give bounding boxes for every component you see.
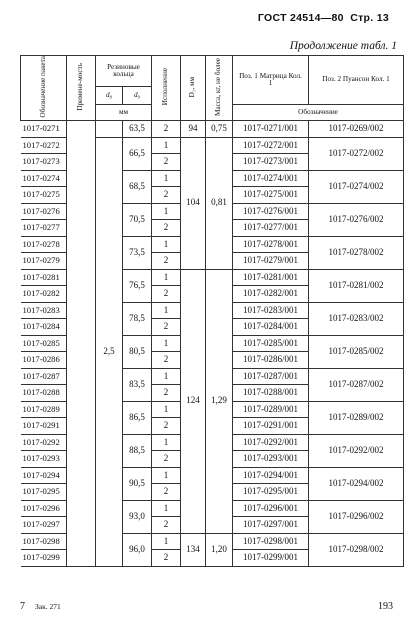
cell-designation: 1017-0271 <box>21 121 67 138</box>
cell-d1: 134 <box>181 533 206 566</box>
cell-designation: 1017-0282 <box>21 286 67 303</box>
cell-execution: 1 <box>152 170 181 187</box>
col-mass: Масса, кг, не более <box>206 56 233 121</box>
page-header <box>258 12 389 24</box>
cell-pos1: 1017-0291/001 <box>233 418 309 435</box>
cell-pos2: 1017-0294/002 <box>309 467 404 500</box>
cell-pos2: 1017-0292/002 <box>309 434 404 467</box>
cell-d9: 90,5 <box>123 467 152 500</box>
col-d1: D₁, мм <box>181 56 206 121</box>
cell-execution: 2 <box>152 418 181 435</box>
cell-d9: 83,5 <box>123 368 152 401</box>
cell-d9: 86,5 <box>123 401 152 434</box>
cell-execution: 1 <box>152 467 181 484</box>
cell-pos2: 1017-0283/002 <box>309 302 404 335</box>
cell-pos2: 1017-0269/002 <box>309 121 404 138</box>
cell-d9: 76,5 <box>123 269 152 302</box>
cell-execution: 1 <box>152 401 181 418</box>
col-designation: Обозначение пакета <box>21 56 67 121</box>
cell-designation: 1017-0273 <box>21 154 67 171</box>
col-mm: мм <box>96 105 152 121</box>
table-continuation: Продолжение табл. 1 <box>289 40 397 52</box>
cell-applicability <box>67 121 96 567</box>
cell-pos2: 1017-0289/002 <box>309 401 404 434</box>
cell-pos2: 1017-0296/002 <box>309 500 404 533</box>
cell-execution: 1 <box>152 434 181 451</box>
cell-execution: 1 <box>152 533 181 550</box>
cell-designation: 1017-0276 <box>21 203 67 220</box>
cell-d1: 124 <box>181 269 206 533</box>
cell-pos2: 1017-0287/002 <box>309 368 404 401</box>
cell-execution: 1 <box>152 368 181 385</box>
cell-execution: 2 <box>152 484 181 501</box>
col-rings: Резиновые кольца <box>96 56 152 87</box>
cell-mass: 0,75 <box>206 121 233 138</box>
cell-designation: 1017-0277 <box>21 220 67 237</box>
cell-execution: 1 <box>152 203 181 220</box>
cell-execution: 2 <box>152 187 181 204</box>
cell-pos2: 1017-0278/002 <box>309 236 404 269</box>
cell-execution: 2 <box>152 352 181 369</box>
cell-pos1: 1017-0274/001 <box>233 170 309 187</box>
cell-execution: 1 <box>152 236 181 253</box>
cell-designation: 1017-0284 <box>21 319 67 336</box>
cell-execution: 2 <box>152 121 181 138</box>
cell-execution: 2 <box>152 154 181 171</box>
cell-d8-empty <box>96 121 123 138</box>
col-pos1: Поз. 1 Матрица Кол. 1 <box>233 56 309 105</box>
cell-execution: 2 <box>152 385 181 402</box>
col-pos2: Поз. 2 Пуансон Кол. 1 <box>309 56 404 105</box>
cell-designation: 1017-0291 <box>21 418 67 435</box>
col-d9: d₉ <box>123 87 152 105</box>
cell-d9: 63,5 <box>123 121 152 138</box>
cell-pos1: 1017-0276/001 <box>233 203 309 220</box>
cell-pos1: 1017-0282/001 <box>233 286 309 303</box>
cell-d9: 70,5 <box>123 203 152 236</box>
cell-pos1: 1017-0273/001 <box>233 154 309 171</box>
cell-d9: 73,5 <box>123 236 152 269</box>
cell-d9: 66,5 <box>123 137 152 170</box>
cell-d9: 93,0 <box>123 500 152 533</box>
col-d8: d₈ <box>96 87 123 105</box>
cell-designation: 1017-0279 <box>21 253 67 270</box>
cell-pos2: 1017-0281/002 <box>309 269 404 302</box>
cell-designation: 1017-0272 <box>21 137 67 154</box>
cell-pos1: 1017-0287/001 <box>233 368 309 385</box>
cell-designation: 1017-0274 <box>21 170 67 187</box>
cell-pos1: 1017-0288/001 <box>233 385 309 402</box>
cell-pos1: 1017-0289/001 <box>233 401 309 418</box>
cell-d9: 96,0 <box>123 533 152 566</box>
cell-mass: 0,81 <box>206 137 233 269</box>
cell-d1: 104 <box>181 137 206 269</box>
cell-pos1: 1017-0272/001 <box>233 137 309 154</box>
footer-left: 7 Зак. 271 <box>20 601 61 612</box>
cell-execution: 1 <box>152 137 181 154</box>
col-applicability: Примене-мость <box>67 56 96 121</box>
cell-mass: 1,29 <box>206 269 233 533</box>
cell-designation: 1017-0285 <box>21 335 67 352</box>
cell-d1: 94 <box>181 121 206 138</box>
cell-execution: 2 <box>152 253 181 270</box>
cell-pos2: 1017-0276/002 <box>309 203 404 236</box>
cell-d9: 80,5 <box>123 335 152 368</box>
cell-pos1: 1017-0295/001 <box>233 484 309 501</box>
cell-pos2: 1017-0285/002 <box>309 335 404 368</box>
cell-designation: 1017-0292 <box>21 434 67 451</box>
footer-page-number: 193 <box>378 601 393 612</box>
cell-designation: 1017-0286 <box>21 352 67 369</box>
cell-designation: 1017-0294 <box>21 467 67 484</box>
cell-pos1: 1017-0298/001 <box>233 533 309 550</box>
cell-pos1: 1017-0286/001 <box>233 352 309 369</box>
cell-pos2: 1017-0272/002 <box>309 137 404 170</box>
cell-pos1: 1017-0275/001 <box>233 187 309 204</box>
cell-designation: 1017-0296 <box>21 500 67 517</box>
cell-execution: 2 <box>152 550 181 567</box>
page-number: Стр. 13 <box>350 12 389 24</box>
cell-pos2: 1017-0274/002 <box>309 170 404 203</box>
cell-designation: 1017-0298 <box>21 533 67 550</box>
cell-pos2: 1017-0298/002 <box>309 533 404 566</box>
cell-designation: 1017-0297 <box>21 517 67 534</box>
col-execution: Исполнение <box>152 56 181 121</box>
order-number: Зак. 271 <box>35 602 61 611</box>
cell-designation: 1017-0281 <box>21 269 67 286</box>
cell-d9: 78,5 <box>123 302 152 335</box>
cell-pos1: 1017-0294/001 <box>233 467 309 484</box>
cell-mass: 1,20 <box>206 533 233 566</box>
cell-execution: 2 <box>152 451 181 468</box>
cell-pos1: 1017-0296/001 <box>233 500 309 517</box>
cell-execution: 1 <box>152 269 181 286</box>
cell-designation: 1017-0289 <box>21 401 67 418</box>
cell-designation: 1017-0275 <box>21 187 67 204</box>
cell-execution: 1 <box>152 500 181 517</box>
cell-pos1: 1017-0279/001 <box>233 253 309 270</box>
cell-pos1: 1017-0271/001 <box>233 121 309 138</box>
cell-pos1: 1017-0281/001 <box>233 269 309 286</box>
cell-pos1: 1017-0297/001 <box>233 517 309 534</box>
cell-pos1: 1017-0277/001 <box>233 220 309 237</box>
table-row <box>21 121 404 138</box>
gost-number: ГОСТ 24514—80 <box>257 12 344 24</box>
cell-pos1: 1017-0292/001 <box>233 434 309 451</box>
cell-execution: 1 <box>152 302 181 319</box>
cell-designation: 1017-0293 <box>21 451 67 468</box>
cell-designation: 1017-0299 <box>21 550 67 567</box>
cell-execution: 2 <box>152 517 181 534</box>
cell-pos1: 1017-0285/001 <box>233 335 309 352</box>
data-table <box>20 55 404 567</box>
cell-execution: 1 <box>152 335 181 352</box>
cell-d9: 88,5 <box>123 434 152 467</box>
col-designation-sub: Обозначение <box>233 105 404 121</box>
cell-execution: 2 <box>152 220 181 237</box>
cell-designation: 1017-0295 <box>21 484 67 501</box>
cell-designation: 1017-0287 <box>21 368 67 385</box>
cell-pos1: 1017-0293/001 <box>233 451 309 468</box>
cell-designation: 1017-0278 <box>21 236 67 253</box>
cell-d8: 2,5 <box>96 137 123 566</box>
cell-execution: 2 <box>152 319 181 336</box>
cell-pos1: 1017-0284/001 <box>233 319 309 336</box>
cell-pos1: 1017-0299/001 <box>233 550 309 567</box>
cell-pos1: 1017-0283/001 <box>233 302 309 319</box>
cell-d9: 68,5 <box>123 170 152 203</box>
cell-execution: 2 <box>152 286 181 303</box>
cell-designation: 1017-0283 <box>21 302 67 319</box>
cell-pos1: 1017-0278/001 <box>233 236 309 253</box>
cell-designation: 1017-0288 <box>21 385 67 402</box>
